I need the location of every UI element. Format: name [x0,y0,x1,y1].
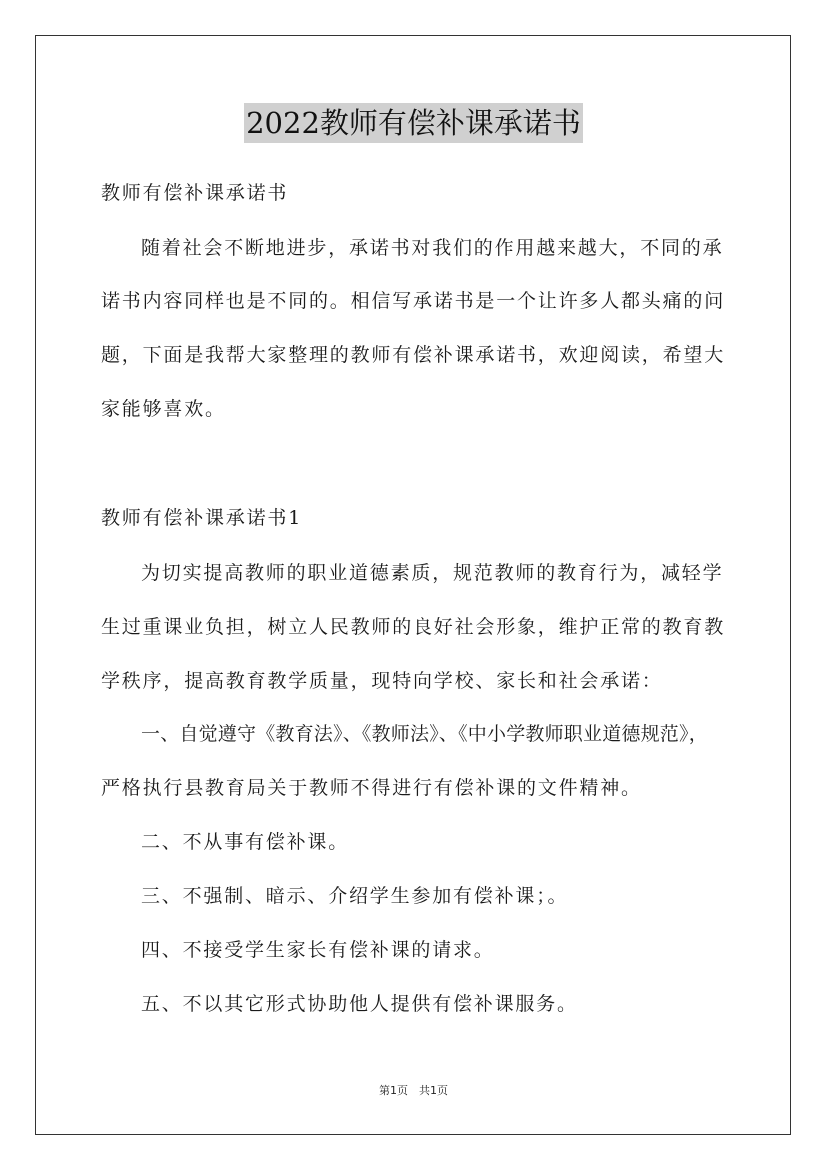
section1-heading: 教师有偿补课承诺书1 [101,507,303,529]
section1-line-7: 三、不强制、暗示、介绍学生参加有偿补课；。 [141,885,569,907]
section1-line-3: 学秩序，提高教育教学质量，现特向学校、家长和社会承诺： [101,670,663,692]
document-title: 2022教师有偿补课承诺书 [244,103,583,143]
section1-line-9: 五、不以其它形式协助他人提供有偿补课服务。 [141,993,578,1015]
section1-line-5: 严格执行县教育局关于教师不得进行有偿补课的文件精神。 [101,777,642,799]
section1-line-2: 生过重课业负担，树立人民教师的良好社会形象，维护正常的教育教 [101,616,726,638]
intro-line-2: 诺书内容同样也是不同的。相信写承诺书是一个让许多人都头痛的问 [101,290,726,312]
section1-line-8: 四、不接受学生家长有偿补课的请求。 [141,939,495,961]
intro-line-3: 题，下面是我帮大家整理的教师有偿补课承诺书，欢迎阅读，希望大 [101,344,726,366]
section1-line-1: 为切实提高教师的职业道德素质，规范教师的教育行为，减轻学 [141,562,724,584]
intro-line-4: 家能够喜欢。 [101,398,226,420]
title-container [0,103,827,143]
page-footer: 第1页 共1页 [379,1084,448,1097]
intro-line-1: 随着社会不断地进步，承诺书对我们的作用越来越大，不同的承 [141,237,724,259]
section1-line-4: 一、自觉遵守《教育法》、《教师法》、《中小学教师职业道德规范》， [141,723,708,745]
document-subtitle: 教师有偿补课承诺书 [101,182,289,204]
section1-line-6: 二、不从事有偿补课。 [141,831,350,853]
